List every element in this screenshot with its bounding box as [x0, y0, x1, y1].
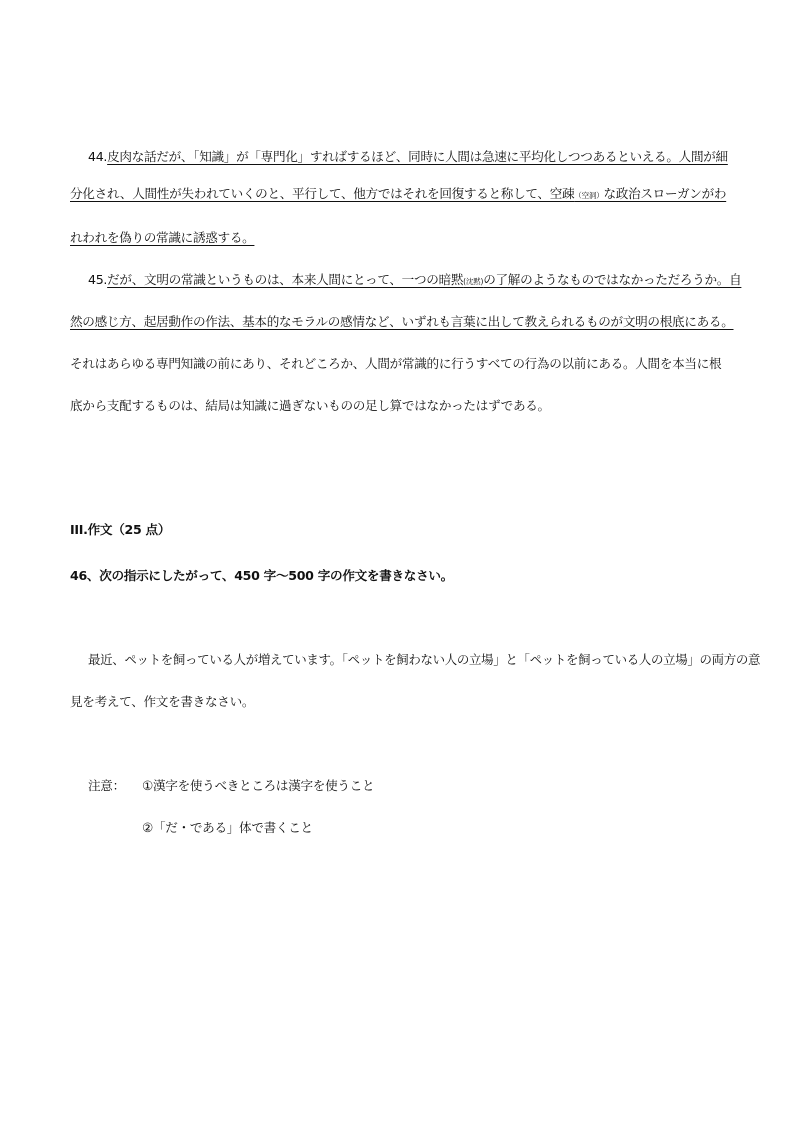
q45-line-4 [70, 397, 550, 415]
q44-line-1 [88, 148, 728, 166]
q45-text-line-3: それはあらゆる専門知識の前にあり、それどころか、人間が常識的に行うすべての行為の以前にある。人間を本当に根 [70, 356, 722, 371]
q45-number: 45. [88, 272, 108, 287]
q44-text-line-3: れわれを偽りの常識に誘惑する。 [70, 230, 255, 245]
q45-text-line-2: 然の感じ方、起居動作の作法、基本的なモラルの感情など、いずれも言葉に出して教えられるものが文明の根底にある。 [70, 314, 734, 329]
note-item-2: ②「だ・である」体で書くこと [142, 820, 313, 835]
q45-text-line-1b: の了解のようなものではなかっただろうか。自 [483, 272, 742, 287]
q44-text-line-2a: 分化され、人間性が失われていくのと、平行して、他方ではそれを回復すると称して、空疎 [70, 186, 575, 201]
essay-prompt-line-1: 最近、ペットを飼っている人が増えています。「ペットを飼わない人の立場」と「ペットを飼っている人の立場」の両方の意 [88, 652, 761, 667]
q44-line-2 [70, 185, 726, 205]
q44-text-line-1: 皮肉な話だが、「知識」が「専門化」すればするほど、同時に人間は急速に平均化しつつあるといえる。人間が細 [107, 149, 728, 164]
q45-line-3 [70, 355, 721, 373]
q45-ruby-annotation: (沈黙) [463, 277, 484, 286]
q44-number: 44. [88, 149, 108, 164]
q44-line-3 [70, 229, 254, 247]
question-46-instruction: 46、次の指示にしたがって、450 字～500 字の作文を書きなさい。 [70, 568, 453, 583]
q45-text-line-1a: だが、文明の常識というものは、本来人間にとって、一つの暗黙 [107, 272, 464, 287]
section-heading: III.作文（25 点） [70, 522, 171, 537]
note-item-1: ①漢字を使うべきところは漢字を使うこと [142, 778, 375, 793]
note-label: 注意： [88, 778, 125, 793]
q45-line-1 [88, 271, 741, 291]
q44-ruby-annotation: （空洞） [574, 191, 604, 200]
q45-line-2 [70, 313, 734, 331]
essay-prompt-line-2: 見を考えて、作文を書きなさい。 [70, 694, 255, 709]
q45-text-line-4: 底から支配するものは、結局は知識に過ぎないものの足し算ではなかったはずである。 [70, 398, 550, 413]
q44-text-line-2b: な政治スローガンがわ [603, 186, 727, 201]
